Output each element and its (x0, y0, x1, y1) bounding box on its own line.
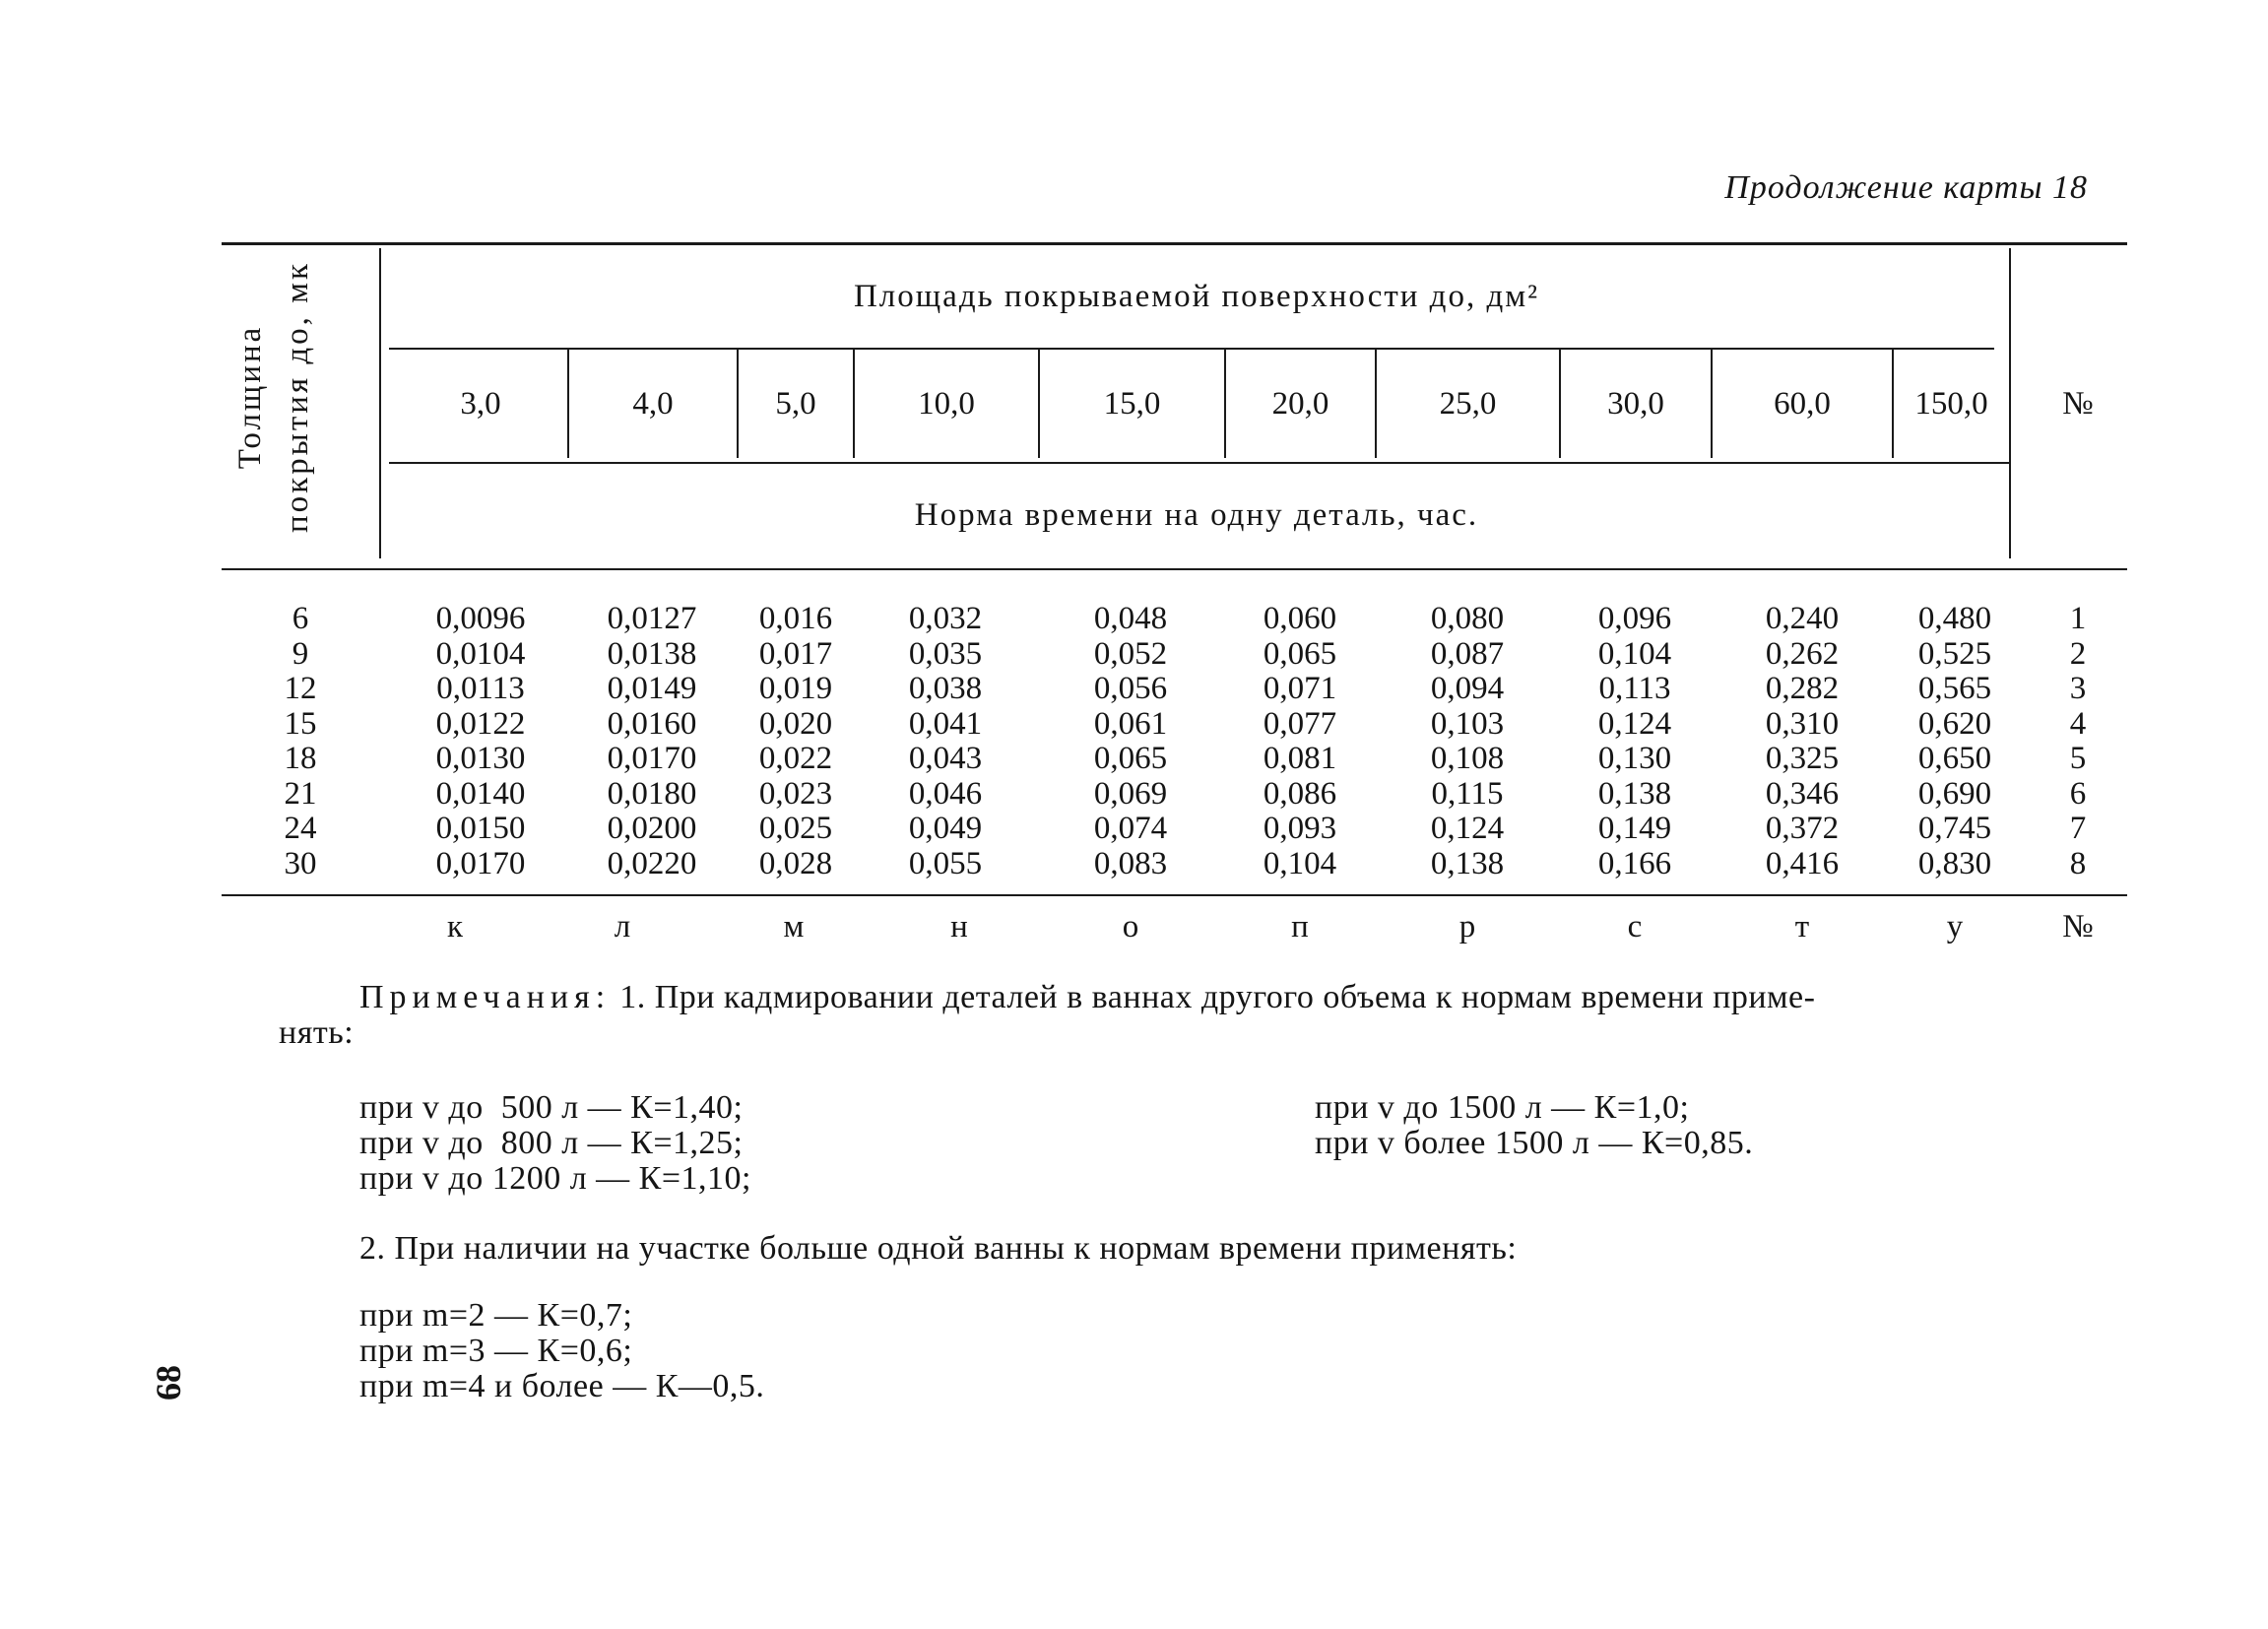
table-cell: 0,083 (1093, 845, 1168, 881)
area-column-header: 15,0 (1103, 386, 1161, 422)
thickness-cell: 12 (284, 671, 317, 706)
table-cell: 0,056 (1093, 671, 1168, 706)
thickness-cell: 24 (284, 811, 317, 846)
table-cell: 0,0113 (436, 671, 525, 706)
norm-header-rule (389, 462, 2009, 464)
note1-right-item: при v до 1500 л — К=1,0; (1315, 1089, 1690, 1126)
column-letter: л (614, 909, 631, 945)
note1-text: 1. При кадмировании деталей в ваннах другого объема к нормам времени приме- (619, 979, 1816, 1015)
column-letter: к (446, 909, 464, 945)
table-cell: 0,325 (1765, 741, 1840, 776)
note1-left-list (359, 1090, 950, 1197)
number-column-divider (2009, 248, 2011, 558)
table-header-bottom-rule (222, 568, 2127, 570)
page-number: 68 (149, 1365, 188, 1401)
table-cell: 0,372 (1765, 811, 1840, 846)
table-cell: 0,650 (1917, 741, 1992, 776)
notes-label: Примечания: (359, 979, 612, 1015)
table-cell: 0,043 (908, 741, 983, 776)
row-number-cell: 2 (2069, 635, 2087, 672)
table-cell: 0,025 (758, 811, 833, 846)
row-number-cell: 6 (2069, 775, 2087, 812)
table-cell: 0,035 (908, 635, 983, 672)
table-cell: 0,081 (1263, 741, 1337, 776)
table-cell: 0,0160 (607, 705, 697, 742)
continuation-caption: Продолжение карты 18 (1724, 169, 2088, 206)
table-cell: 0,282 (1765, 671, 1840, 706)
table-cell: 0,108 (1430, 741, 1505, 776)
row-number-cell: 1 (2069, 601, 2087, 636)
column-letter: п (1291, 909, 1309, 945)
table-cell: 0,0140 (435, 775, 526, 812)
number-header: № (2062, 386, 2094, 422)
table-cell: 0,0149 (607, 671, 697, 706)
table-cell: 0,023 (758, 775, 833, 812)
table-cell: 0,166 (1597, 845, 1672, 881)
note2-list (359, 1298, 1246, 1404)
table-cell: 0,087 (1430, 635, 1505, 672)
area-column-header: 5,0 (775, 386, 816, 422)
table-cell: 0,041 (908, 705, 983, 742)
table-cell: 0,525 (1917, 635, 1992, 672)
note2-item: при m=3 — К=0,6; (359, 1333, 633, 1369)
table-cell: 0,074 (1093, 811, 1168, 846)
table-cell: 0,690 (1917, 775, 1992, 812)
table-body-bottom-rule (222, 894, 2127, 896)
table-cell: 0,046 (908, 775, 983, 812)
table-cell: 0,745 (1917, 811, 1992, 846)
area-column-header: 25,0 (1439, 386, 1497, 422)
row-number-cell: 8 (2069, 845, 2087, 881)
column-letter: у (1946, 909, 1964, 945)
table-cell: 0,038 (908, 671, 983, 706)
table-cell: 0,052 (1093, 635, 1168, 672)
thickness-cell: 18 (284, 741, 317, 776)
area-column-header: 4,0 (632, 386, 674, 422)
table-cell: 0,019 (758, 671, 833, 706)
table-cell: 0,0104 (435, 635, 526, 672)
letters-number-sign: № (2062, 909, 2094, 945)
table-cell: 0,065 (1093, 741, 1168, 776)
table-cell: 0,0220 (607, 845, 697, 881)
table-cell: 0,016 (758, 601, 833, 636)
notes-section (279, 980, 2150, 1051)
area-column-header: 150,0 (1914, 386, 1988, 422)
area-header-rule (389, 348, 1994, 350)
area-header: Площадь покрываемой поверхности до, дм² (853, 279, 1540, 314)
table-cell: 0,061 (1093, 705, 1168, 742)
note1-continuation: нять: (279, 1014, 355, 1051)
area-column-header: 3,0 (460, 386, 501, 422)
column-letter: р (1458, 909, 1476, 945)
table-cell: 0,055 (908, 845, 983, 881)
row-number-cell: 7 (2069, 811, 2087, 846)
table-cell: 0,049 (908, 811, 983, 846)
table-cell: 0,310 (1765, 705, 1840, 742)
note2-item: при m=4 и более — К—0,5. (359, 1368, 765, 1404)
table-cell: 0,020 (758, 705, 833, 742)
table-cell: 0,0138 (607, 635, 697, 672)
table-cell: 0,0170 (607, 741, 697, 776)
area-column-header: 30,0 (1607, 386, 1664, 422)
table-cell: 0,086 (1263, 775, 1337, 812)
table-cell: 0,124 (1597, 705, 1672, 742)
thickness-cell: 6 (292, 601, 309, 636)
table-cell: 0,0150 (435, 811, 526, 846)
table-cell: 0,240 (1765, 601, 1840, 636)
table-cell: 0,060 (1263, 601, 1337, 636)
table-cell: 0,138 (1597, 775, 1672, 812)
table-cell: 0,416 (1765, 845, 1840, 881)
table-cell: 0,022 (758, 741, 833, 776)
table-cell: 0,017 (758, 635, 833, 672)
table-cell: 0,080 (1430, 601, 1505, 636)
row-number-cell: 5 (2069, 741, 2087, 776)
table-cell: 0,103 (1430, 705, 1505, 742)
thickness-cell: 15 (284, 705, 317, 742)
table-cell: 0,065 (1263, 635, 1337, 672)
thickness-header: Толщина покрытия до, мк (232, 260, 315, 534)
table-cell: 0,113 (1598, 671, 1671, 706)
table-cell: 0,104 (1263, 845, 1337, 881)
row-number-cell: 3 (2069, 671, 2087, 706)
table-cell: 0,032 (908, 601, 983, 636)
table-cell: 0,565 (1917, 671, 1992, 706)
table-cell: 0,480 (1917, 601, 1992, 636)
table-top-rule (222, 242, 2127, 245)
area-column-header: 20,0 (1271, 386, 1329, 422)
table-cell: 0,069 (1093, 775, 1168, 812)
note1-left-item: при v до 1200 л — К=1,10; (359, 1160, 751, 1197)
norm-header: Норма времени на одну деталь, час. (914, 497, 1479, 533)
note1-right-list (1315, 1090, 2004, 1161)
note1-left-item: при v до 500 л — К=1,40; (359, 1089, 744, 1126)
note1-left-item: при v до 800 л — К=1,25; (359, 1125, 744, 1161)
row-number-cell: 4 (2069, 705, 2087, 742)
table-cell: 0,071 (1263, 671, 1337, 706)
thickness-cell: 30 (284, 845, 317, 881)
table-cell: 0,096 (1597, 601, 1672, 636)
table-cell: 0,620 (1917, 705, 1992, 742)
column-letter: т (1794, 909, 1810, 945)
table-cell: 0,0170 (435, 845, 526, 881)
column-letter: о (1122, 909, 1139, 945)
table-cell: 0,0127 (607, 601, 697, 636)
table-cell: 0,130 (1597, 741, 1672, 776)
note2-item: при m=2 — К=0,7; (359, 1297, 633, 1334)
table-cell: 0,028 (758, 845, 833, 881)
table-cell: 0,0122 (435, 705, 526, 742)
table-cell: 0,094 (1430, 671, 1505, 706)
table-cell: 0,0180 (607, 775, 697, 812)
table-cell: 0,115 (1431, 775, 1504, 812)
thickness-cell: 9 (292, 635, 309, 672)
table-cell: 0,0096 (435, 601, 526, 636)
thickness-cell: 21 (284, 775, 317, 812)
table-cell: 0,048 (1093, 601, 1168, 636)
table-cell: 0,830 (1917, 845, 1992, 881)
table-cell: 0,0130 (435, 741, 526, 776)
table-cell: 0,149 (1597, 811, 1672, 846)
table-cell: 0,0200 (607, 811, 697, 846)
thickness-column-divider (379, 248, 381, 558)
column-letter: н (950, 909, 968, 945)
column-letter: с (1627, 909, 1643, 945)
table-cell: 0,077 (1263, 705, 1337, 742)
area-column-header: 60,0 (1774, 386, 1831, 422)
area-column-header: 10,0 (918, 386, 975, 422)
column-letter: м (783, 909, 805, 945)
table-cell: 0,093 (1263, 811, 1337, 846)
table-cell: 0,124 (1430, 811, 1505, 846)
note1-right-item: при v более 1500 л — К=0,85. (1315, 1125, 1754, 1161)
table-cell: 0,346 (1765, 775, 1840, 812)
table-cell: 0,138 (1430, 845, 1505, 881)
table-cell: 0,104 (1597, 635, 1672, 672)
table-cell: 0,262 (1765, 635, 1840, 672)
note2-text: 2. При наличии на участке больше одной ванны к нормам времени применять: (359, 1230, 1518, 1267)
